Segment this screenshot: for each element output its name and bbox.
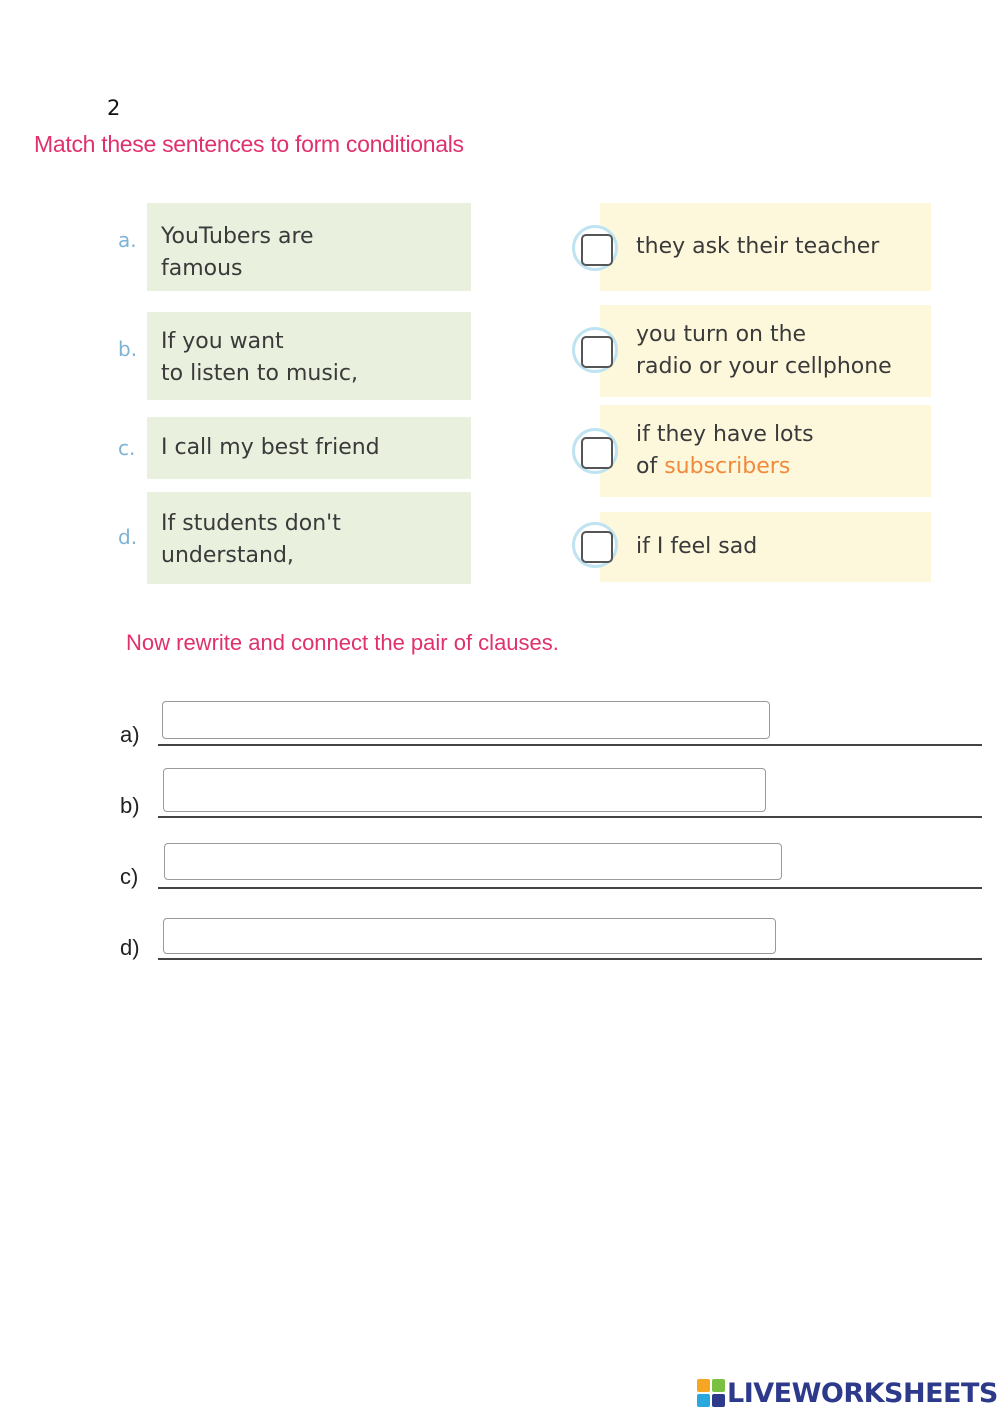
answer-input-c[interactable] [164, 843, 782, 880]
left-item-a [147, 203, 471, 291]
row-label-a: a) [120, 722, 140, 747]
answer-line-d [158, 958, 982, 960]
logo-square [712, 1394, 725, 1407]
row-label-c: c) [120, 864, 139, 889]
left-item-c [147, 417, 471, 479]
right-item-text: you turn on the [636, 322, 807, 347]
answer-line-a [158, 744, 982, 746]
right-item-text: radio or your cellphone [636, 354, 892, 379]
match-checkbox-3[interactable] [572, 428, 618, 474]
answer-line-c [158, 887, 982, 889]
right-item-3 [600, 405, 931, 497]
left-item-text: to listen to music, [161, 361, 358, 386]
answer-input-d[interactable] [163, 918, 776, 954]
logo-grid-icon [697, 1379, 725, 1407]
left-item-text: If students don't [161, 511, 341, 536]
right-item-text: if they have lots [636, 422, 814, 447]
answer-input-a[interactable] [162, 701, 770, 739]
match-checkbox-1[interactable] [572, 225, 618, 271]
right-item-text-prefix: of [636, 454, 665, 479]
logo-square [697, 1394, 710, 1407]
answer-line-b [158, 816, 982, 818]
left-item-text: YouTubers are [161, 224, 314, 249]
left-item-d [147, 492, 471, 584]
answer-input-b[interactable] [163, 768, 766, 812]
highlight-word: subscribers [664, 454, 791, 479]
row-label-b: b) [120, 793, 140, 818]
left-letter-b: b. [118, 337, 138, 361]
left-letter-d: d. [118, 525, 138, 549]
logo-text: LIVEWORKSHEETS [727, 1377, 998, 1409]
logo-square [697, 1379, 710, 1392]
row-label-d: d) [120, 935, 140, 960]
left-item-text: If you want [161, 329, 284, 354]
right-item-2 [600, 305, 931, 397]
rewrite-subheading: Now rewrite and connect the pair of clauses. [126, 630, 559, 655]
liveworksheets-logo [697, 1378, 998, 1408]
right-item-1 [600, 203, 931, 291]
left-item-text: understand, [161, 543, 294, 568]
logo-square [712, 1379, 725, 1392]
left-letter-c: c. [118, 436, 136, 460]
right-item-text [636, 451, 931, 483]
left-item-b [147, 312, 471, 400]
match-checkbox-2[interactable] [572, 327, 618, 373]
right-item-4 [600, 512, 931, 582]
right-item-text: they ask their teacher [636, 234, 880, 259]
page-number: 2 [107, 96, 121, 120]
match-checkbox-4[interactable] [572, 522, 618, 568]
left-item-text: I call my best friend [161, 435, 380, 460]
right-item-text: if I feel sad [636, 534, 758, 559]
left-item-text: famous [161, 256, 243, 281]
left-letter-a: a. [118, 228, 137, 252]
exercise-heading: Match these sentences to form conditionals [34, 131, 464, 157]
